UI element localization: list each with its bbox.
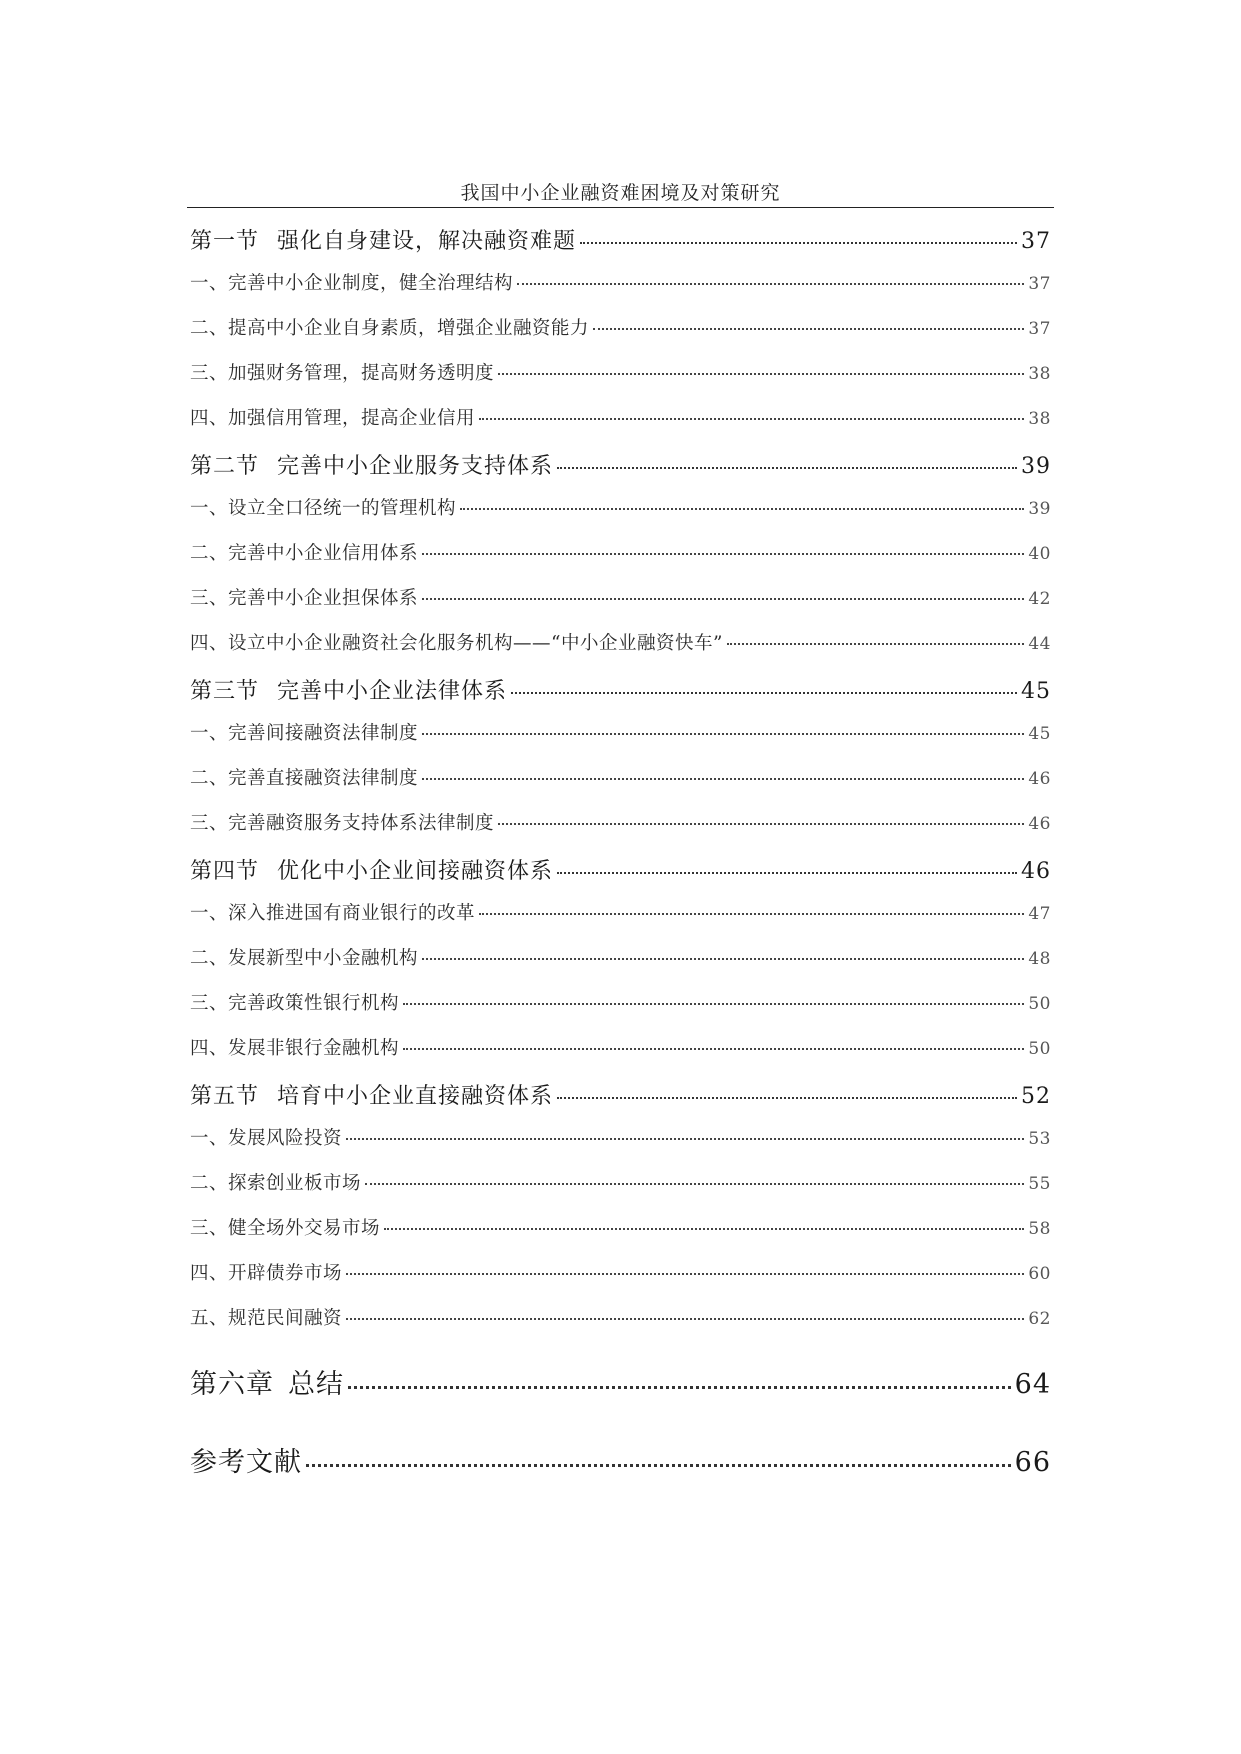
- toc-page-number: 53: [1028, 1129, 1051, 1149]
- dot-leader: [557, 1097, 1017, 1099]
- toc-entry-label: [190, 1259, 342, 1285]
- toc-page-number: 40: [1028, 544, 1051, 564]
- toc-entry-number: 三、: [190, 363, 229, 384]
- toc-page-number: 52: [1021, 1084, 1051, 1109]
- toc-entry-number: 四、: [190, 408, 229, 429]
- toc-page-number: 39: [1021, 454, 1051, 479]
- toc-item-entry[interactable]: [190, 1214, 1051, 1259]
- toc-page-number: 64: [1014, 1369, 1051, 1400]
- toc-section-entry[interactable]: [190, 854, 1051, 899]
- toc-entry-label: [190, 539, 418, 565]
- toc-page-number: 38: [1028, 364, 1051, 384]
- toc-page-number: 58: [1028, 1219, 1051, 1239]
- toc-entry-number: 五、: [190, 1308, 229, 1329]
- toc-page-number: 48: [1028, 949, 1051, 969]
- toc-section-entry[interactable]: [190, 1079, 1051, 1124]
- dot-leader: [479, 418, 1024, 420]
- toc-entry-label: [190, 584, 418, 610]
- toc-entry-label: [190, 1214, 380, 1240]
- toc-chapter-title: 参考文献: [190, 1447, 302, 1478]
- toc-entry-title: 设立中小企业融资社会化服务机构——“中小企业融资快车”: [228, 633, 723, 654]
- toc-entry-title: 完善中小企业法律体系: [277, 679, 508, 704]
- toc-entry-number: 二、: [190, 318, 229, 339]
- toc-entry-number: 第四节: [190, 859, 260, 884]
- toc-page-number: 45: [1028, 724, 1051, 744]
- toc-entry-number: 第三节: [190, 679, 260, 704]
- toc-entry-number: 三、: [190, 1218, 229, 1239]
- toc-item-entry[interactable]: [190, 944, 1051, 989]
- toc-entry-label: [190, 899, 475, 925]
- toc-entry-number: 二、: [190, 948, 229, 969]
- toc-entry-number: 一、: [190, 273, 229, 294]
- toc-item-entry[interactable]: [190, 764, 1051, 809]
- toc-page-number: 46: [1028, 769, 1051, 789]
- toc-entry-number: 三、: [190, 993, 229, 1014]
- toc-chapter-entry[interactable]: [190, 1440, 1051, 1479]
- toc-entry-title: 健全场外交易市场: [228, 1218, 381, 1239]
- dot-leader: [384, 1228, 1024, 1230]
- dot-leader: [422, 958, 1024, 960]
- toc-page-number: 44: [1028, 634, 1051, 654]
- toc-item-entry[interactable]: [190, 1124, 1051, 1169]
- toc-entry-title: 发展新型中小金融机构: [228, 948, 419, 969]
- toc-entry-label: [190, 314, 589, 340]
- toc-entry-number: 二、: [190, 1173, 229, 1194]
- toc-page-number: 47: [1028, 904, 1051, 924]
- toc-entry-title: 完善间接融资法律制度: [228, 723, 419, 744]
- toc-entry-label: [190, 764, 418, 790]
- dot-leader: [479, 913, 1024, 915]
- page-header-title: 我国中小企业融资难困境及对策研究: [460, 182, 781, 204]
- dot-leader: [403, 1003, 1024, 1005]
- dot-leader: [557, 467, 1017, 469]
- toc-entry-number: 一、: [190, 1128, 229, 1149]
- toc-page-number: 38: [1028, 409, 1051, 429]
- toc-chapter-label: [190, 1362, 344, 1401]
- dot-leader: [593, 328, 1024, 330]
- toc-page-number: 37: [1028, 319, 1051, 339]
- table-of-contents: [190, 224, 1051, 1349]
- toc-entry-title: 设立全口径统一的管理机构: [228, 498, 457, 519]
- dot-leader: [346, 1318, 1024, 1320]
- toc-entry-label: [190, 404, 475, 430]
- toc-item-entry[interactable]: [190, 584, 1051, 629]
- toc-entry-title: 培育中小企业直接融资体系: [277, 1084, 554, 1109]
- dot-leader: [557, 872, 1017, 874]
- toc-item-entry[interactable]: [190, 1034, 1051, 1079]
- toc-entry-label: [190, 719, 418, 745]
- dot-leader: [422, 733, 1024, 735]
- toc-entry-label: [190, 989, 399, 1015]
- toc-entry-number: 一、: [190, 903, 229, 924]
- toc-entry-label: [190, 854, 553, 885]
- toc-item-entry[interactable]: [190, 719, 1051, 764]
- toc-entry-title: 规范民间融资: [228, 1308, 343, 1329]
- toc-page-number: 62: [1028, 1309, 1051, 1329]
- toc-entry-label: [190, 674, 507, 705]
- toc-entry-title: 完善中小企业服务支持体系: [277, 454, 554, 479]
- toc-entry-title: 完善政策性银行机构: [228, 993, 400, 1014]
- toc-entry-title: 完善中小企业担保体系: [228, 588, 419, 609]
- toc-entry-label: [190, 944, 418, 970]
- dot-leader: [460, 508, 1024, 510]
- toc-entry-title: 加强财务管理，提高财务透明度: [228, 363, 495, 384]
- toc-item-entry[interactable]: [190, 269, 1051, 314]
- toc-page-number: 66: [1014, 1447, 1051, 1478]
- dot-leader: [306, 1464, 1011, 1467]
- toc-entry-title: 完善直接融资法律制度: [228, 768, 419, 789]
- toc-item-entry[interactable]: [190, 899, 1051, 944]
- dot-leader: [403, 1048, 1024, 1050]
- toc-entry-title: 完善融资服务支持体系法律制度: [228, 813, 495, 834]
- toc-entry-number: 第一节: [190, 229, 260, 254]
- toc-entry-label: [190, 449, 553, 480]
- toc-page-number: 50: [1028, 994, 1051, 1014]
- toc-page-number: 42: [1028, 589, 1051, 609]
- toc-entry-label: [190, 359, 494, 385]
- toc-entry-label: [190, 629, 723, 655]
- toc-entry-number: 第二节: [190, 454, 260, 479]
- toc-item-entry[interactable]: [190, 314, 1051, 359]
- toc-item-entry[interactable]: [190, 359, 1051, 404]
- toc-entry-label: [190, 1079, 553, 1110]
- toc-section-entry[interactable]: [190, 449, 1051, 494]
- toc-entry-title: 开辟债券市场: [228, 1263, 343, 1284]
- dot-leader: [422, 778, 1024, 780]
- toc-page-number: 60: [1028, 1264, 1051, 1284]
- toc-page-number: 37: [1028, 274, 1051, 294]
- toc-entry-label: [190, 494, 456, 520]
- toc-section-entry[interactable]: [190, 224, 1051, 269]
- toc-entry-number: 一、: [190, 498, 229, 519]
- toc-item-entry[interactable]: [190, 404, 1051, 449]
- toc-entry-title: 完善中小企业制度，健全治理结构: [228, 273, 514, 294]
- toc-section-entry[interactable]: [190, 674, 1051, 719]
- dot-leader: [348, 1386, 1011, 1389]
- header-divider: [187, 207, 1054, 208]
- toc-entry-label: [190, 224, 576, 255]
- toc-entry-label: [190, 1124, 342, 1150]
- toc-item-entry[interactable]: [190, 1259, 1051, 1304]
- toc-item-entry[interactable]: [190, 1304, 1051, 1349]
- toc-entry-title: 深入推进国有商业银行的改革: [228, 903, 476, 924]
- dot-leader: [580, 242, 1017, 244]
- dot-leader: [346, 1138, 1024, 1140]
- dot-leader: [517, 283, 1024, 285]
- toc-page-number: 37: [1021, 229, 1051, 254]
- toc-entry-title: 优化中小企业间接融资体系: [277, 859, 554, 884]
- toc-item-entry[interactable]: [190, 539, 1051, 584]
- toc-page-number: 46: [1021, 859, 1051, 884]
- toc-entry-title: 提高中小企业自身素质，增强企业融资能力: [228, 318, 590, 339]
- toc-page-number: 50: [1028, 1039, 1051, 1059]
- toc-page-number: 39: [1028, 499, 1051, 519]
- toc-entry-number: 二、: [190, 768, 229, 789]
- toc-page-number: 55: [1028, 1174, 1051, 1194]
- toc-entry-title: 探索创业板市场: [228, 1173, 362, 1194]
- toc-entry-label: [190, 1304, 342, 1330]
- toc-entry-title: 强化自身建设，解决融资难题: [277, 229, 577, 254]
- toc-entry-label: [190, 269, 513, 295]
- dot-leader: [498, 823, 1024, 825]
- toc-entry-number: 四、: [190, 1263, 229, 1284]
- toc-chapter-title: 总结: [288, 1369, 344, 1400]
- toc-entry-number: 四、: [190, 633, 229, 654]
- toc-item-entry[interactable]: [190, 1169, 1051, 1214]
- dot-leader: [727, 643, 1024, 645]
- toc-chapter-entry[interactable]: [190, 1362, 1051, 1401]
- toc-item-entry[interactable]: [190, 629, 1051, 674]
- toc-entry-number: 第五节: [190, 1084, 260, 1109]
- toc-entry-label: [190, 1169, 361, 1195]
- toc-entry-title: 发展风险投资: [228, 1128, 343, 1149]
- dot-leader: [511, 692, 1017, 694]
- dot-leader: [422, 598, 1024, 600]
- toc-page-number: 46: [1028, 814, 1051, 834]
- toc-entry-title: 发展非银行金融机构: [228, 1038, 400, 1059]
- dot-leader: [422, 553, 1024, 555]
- toc-entry-number: 三、: [190, 813, 229, 834]
- toc-entry-title: 加强信用管理，提高企业信用: [228, 408, 476, 429]
- toc-entry-number: 一、: [190, 723, 229, 744]
- toc-entry-number: 四、: [190, 1038, 229, 1059]
- toc-item-entry[interactable]: [190, 809, 1051, 854]
- toc-entry-number: 二、: [190, 543, 229, 564]
- toc-entry-label: [190, 1034, 399, 1060]
- dot-leader: [346, 1273, 1024, 1275]
- toc-chapter-number: 第六章: [190, 1369, 274, 1400]
- toc-entry-number: 三、: [190, 588, 229, 609]
- dot-leader: [365, 1183, 1024, 1185]
- toc-page-number: 45: [1021, 679, 1051, 704]
- toc-item-entry[interactable]: [190, 989, 1051, 1034]
- dot-leader: [498, 373, 1024, 375]
- toc-entry-label: [190, 809, 494, 835]
- toc-item-entry[interactable]: [190, 494, 1051, 539]
- toc-entry-title: 完善中小企业信用体系: [228, 543, 419, 564]
